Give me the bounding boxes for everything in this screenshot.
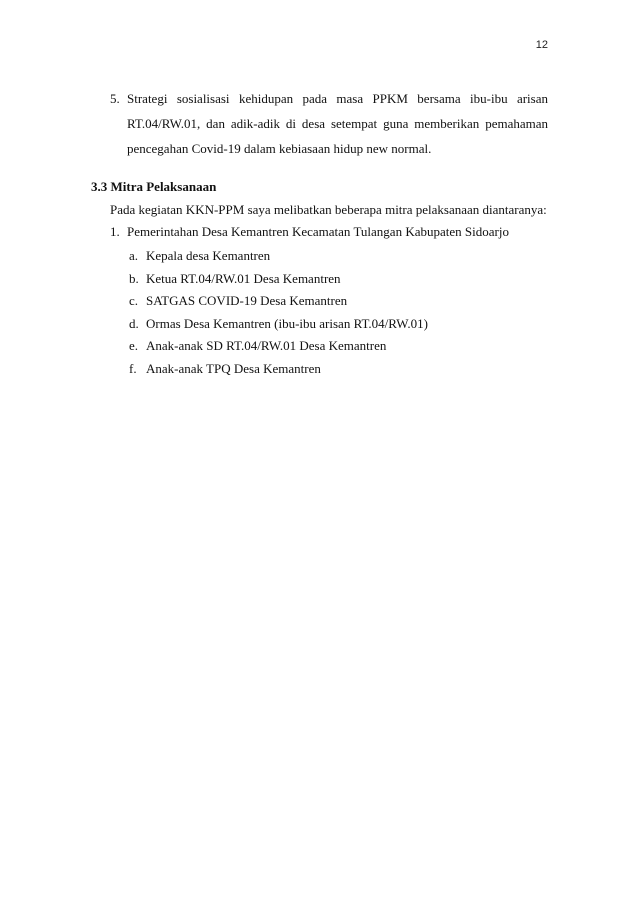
sub-list-letter: e. (129, 338, 139, 354)
sub-list-item-b (129, 268, 428, 291)
list-item-1 (110, 222, 509, 242)
list-item-5 (110, 86, 548, 161)
sub-list-text: Ketua RT.04/RW.01 Desa Kemantren (146, 270, 341, 286)
sub-list-letter: d. (129, 315, 139, 331)
sub-list-text: SATGAS COVID-19 Desa Kemantren (146, 293, 348, 309)
sub-list-text: Ormas Desa Kemantren (ibu-ibu arisan RT.04/RW.01) (146, 315, 428, 331)
sub-list-item-d (129, 313, 428, 336)
sub-list-letter: f. (129, 360, 137, 376)
list-item-number: 5. (110, 91, 120, 106)
list-item-line-3: pencegahan Covid-19 dalam kebiasaan hidup new normal. (127, 141, 432, 156)
section-intro: Pada kegiatan KKN-PPM saya melibatkan beberapa mitra pelaksanaan diantaranya: (110, 202, 547, 217)
list-item-line-1: Strategi sosialisasi kehidupan pada masa PPKM bersama ibu-ibu arisan (127, 91, 548, 106)
sub-list-letter: c. (129, 293, 139, 309)
sub-list-text: Anak-anak SD RT.04/RW.01 Desa Kemantren (146, 338, 387, 354)
sub-list-item-c (129, 290, 428, 313)
list-item-text: Pemerintahan Desa Kemantren Kecamatan Tulangan Kabupaten Sidoarjo (127, 224, 509, 239)
sub-list-item-a (129, 245, 428, 268)
sub-list-letter: b. (129, 270, 139, 286)
sub-list-text: Kepala desa Kemantren (146, 248, 271, 263)
page-number: 12 (535, 39, 548, 51)
sub-list-text: Anak-anak TPQ Desa Kemantren (146, 360, 321, 376)
sub-list (129, 245, 428, 381)
sub-list-letter: a. (129, 248, 139, 263)
list-item-text (110, 86, 548, 161)
sub-list-item-e (129, 335, 428, 358)
list-item-number: 1. (110, 224, 120, 239)
section-heading: 3.3 Mitra Pelaksanaan (91, 179, 217, 194)
list-item-line-2: RT.04/RW.01, dan adik-adik di desa setempat guna memberikan pemahaman (127, 116, 548, 131)
sub-list-item-f (129, 358, 428, 381)
